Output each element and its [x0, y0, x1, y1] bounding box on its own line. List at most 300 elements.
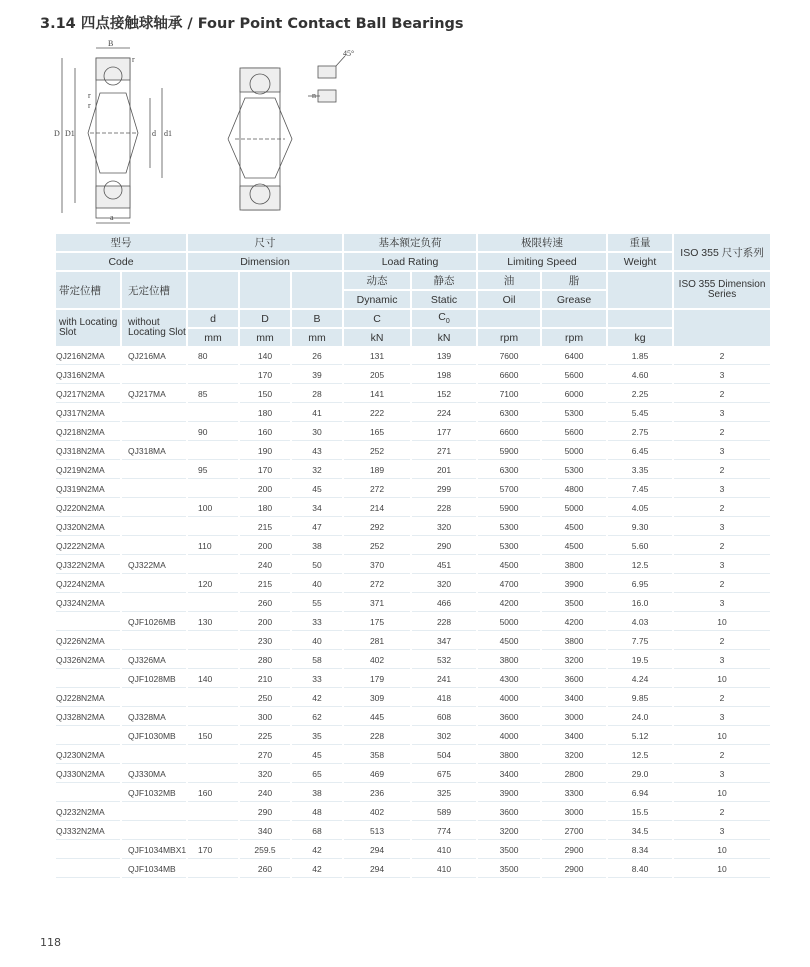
bore-d-cell	[188, 652, 238, 669]
dynamic-C-cell: 309	[344, 690, 410, 707]
table-row	[56, 367, 770, 384]
outer-D-cell: 320	[240, 766, 290, 783]
without-slot-code-cell	[122, 424, 186, 441]
width-B-cell: 58	[292, 652, 342, 669]
table-row	[56, 386, 770, 403]
bore-d-cell	[188, 443, 238, 460]
width-B-cell: 34	[292, 500, 342, 517]
sym-B-header: B	[292, 310, 342, 327]
without-slot-code-cell: QJ326MA	[122, 652, 186, 669]
table-row	[56, 462, 770, 479]
code-en-header: Code	[56, 253, 186, 270]
label-D1: D1	[65, 129, 75, 138]
static-C0-cell: 774	[412, 823, 476, 840]
bore-d-cell: 85	[188, 386, 238, 403]
outer-D-cell: 200	[240, 481, 290, 498]
without-slot-code-cell	[122, 405, 186, 422]
dynamic-C-cell: 141	[344, 386, 410, 403]
dimension-zh-header: 尺寸	[188, 234, 342, 251]
bore-d-cell	[188, 481, 238, 498]
table-row	[56, 405, 770, 422]
with-slot-code-cell: QJ216N2MA	[56, 348, 120, 365]
static-C0-cell: 198	[412, 367, 476, 384]
page-title: 3.14 四点接触球轴承 / Four Point Contact Ball Bearings	[40, 16, 464, 32]
without-slot-code-cell	[122, 595, 186, 612]
without-slot-code-cell	[122, 519, 186, 536]
outer-D-cell: 270	[240, 747, 290, 764]
sym-C0-header	[412, 310, 476, 327]
iso-zh-header: ISO 355 尺寸系列	[674, 234, 770, 270]
outer-D-cell: 170	[240, 367, 290, 384]
static-C0-cell: 418	[412, 690, 476, 707]
without-slot-code-cell: QJF1034MB	[122, 861, 186, 878]
without-slot-code-cell	[122, 690, 186, 707]
dynamic-C-cell: 294	[344, 861, 410, 878]
weight-zh-header: 重量	[608, 234, 672, 251]
weight-cell: 9.30	[608, 519, 672, 536]
load-zh-header: 基本额定负荷	[344, 234, 476, 251]
iso-series-cell: 2	[674, 633, 770, 650]
static-C0-cell: 290	[412, 538, 476, 555]
static-C0-cell: 139	[412, 348, 476, 365]
outer-D-cell: 190	[240, 443, 290, 460]
outer-D-cell: 160	[240, 424, 290, 441]
table-row	[56, 557, 770, 574]
speed-grease-cell: 2900	[542, 861, 606, 878]
weight-cell: 29.0	[608, 766, 672, 783]
iso-series-cell: 2	[674, 804, 770, 821]
blank-D-header	[240, 272, 290, 308]
outer-D-cell: 230	[240, 633, 290, 650]
dynamic-C-cell: 402	[344, 804, 410, 821]
table-row	[56, 500, 770, 517]
speed-oil-cell: 4300	[478, 671, 540, 688]
without-slot-code-cell	[122, 823, 186, 840]
static-zh-header: 静态	[412, 272, 476, 289]
label-r3: r	[88, 101, 91, 110]
width-B-cell: 38	[292, 538, 342, 555]
outer-D-cell: 200	[240, 614, 290, 631]
speed-grease-cell: 4500	[542, 519, 606, 536]
bore-d-cell	[188, 804, 238, 821]
table-row	[56, 690, 770, 707]
table-row	[56, 348, 770, 365]
bore-d-cell: 160	[188, 785, 238, 802]
width-B-cell: 32	[292, 462, 342, 479]
table-row	[56, 424, 770, 441]
speed-oil-cell: 4700	[478, 576, 540, 593]
speed-grease-cell: 3600	[542, 671, 606, 688]
dynamic-C-cell: 131	[344, 348, 410, 365]
speed-oil-cell: 6600	[478, 367, 540, 384]
page-number: 118	[40, 936, 61, 949]
dynamic-C-cell: 214	[344, 500, 410, 517]
speed-grease-cell: 2800	[542, 766, 606, 783]
bore-d-cell	[188, 633, 238, 650]
static-C0-cell: 228	[412, 614, 476, 631]
bore-d-cell	[188, 595, 238, 612]
unit-rpm-oil: rpm	[478, 329, 540, 346]
bore-d-cell	[188, 766, 238, 783]
width-B-cell: 68	[292, 823, 342, 840]
speed-grease-cell: 3800	[542, 633, 606, 650]
outer-D-cell: 180	[240, 405, 290, 422]
with-slot-code-cell	[56, 728, 120, 745]
iso-series-cell: 2	[674, 576, 770, 593]
static-en-header: Static	[412, 291, 476, 308]
dynamic-C-cell: 236	[344, 785, 410, 802]
iso-series-cell: 2	[674, 348, 770, 365]
table-row	[56, 785, 770, 802]
bore-d-cell	[188, 367, 238, 384]
weight-cell: 6.45	[608, 443, 672, 460]
blank-d-header	[188, 272, 238, 308]
speed-zh-header: 极限转速	[478, 234, 606, 251]
width-B-cell: 33	[292, 614, 342, 631]
static-C0-cell: 152	[412, 386, 476, 403]
with-slot-code-cell: QJ320N2MA	[56, 519, 120, 536]
without-slot-code-cell	[122, 804, 186, 821]
weight-cell: 5.12	[608, 728, 672, 745]
width-B-cell: 40	[292, 576, 342, 593]
outer-D-cell: 280	[240, 652, 290, 669]
bore-d-cell: 130	[188, 614, 238, 631]
without-slot-code-cell: QJF1032MB	[122, 785, 186, 802]
width-B-cell: 42	[292, 842, 342, 859]
blank-grease-sym-header	[542, 310, 606, 327]
code-zh-header: 型号	[56, 234, 186, 251]
weight-cell: 8.40	[608, 861, 672, 878]
outer-D-cell: 259.5	[240, 842, 290, 859]
table-row	[56, 595, 770, 612]
outer-D-cell: 240	[240, 785, 290, 802]
sym-D-header: D	[240, 310, 290, 327]
weight-cell: 3.35	[608, 462, 672, 479]
bore-d-cell: 140	[188, 671, 238, 688]
speed-oil-cell: 5300	[478, 538, 540, 555]
dynamic-C-cell: 371	[344, 595, 410, 612]
speed-oil-cell: 4500	[478, 633, 540, 650]
with-slot-code-cell: QJ328N2MA	[56, 709, 120, 726]
label-a: a	[110, 213, 114, 222]
blank-iso-unit-header	[674, 310, 770, 346]
without-slot-code-cell: QJ216MA	[122, 348, 186, 365]
bore-d-cell	[188, 405, 238, 422]
width-B-cell: 55	[292, 595, 342, 612]
speed-oil-cell: 5000	[478, 614, 540, 631]
with-slot-code-cell: QJ332N2MA	[56, 823, 120, 840]
without-slot-code-cell: QJ217MA	[122, 386, 186, 403]
bore-d-cell	[188, 519, 238, 536]
with-slot-code-cell	[56, 614, 120, 631]
static-C0-cell: 302	[412, 728, 476, 745]
iso-series-cell: 10	[674, 671, 770, 688]
with-slot-code-cell	[56, 785, 120, 802]
width-B-cell: 28	[292, 386, 342, 403]
grease-zh-header: 脂	[542, 272, 606, 289]
weight-cell: 6.95	[608, 576, 672, 593]
static-C0-cell: 228	[412, 500, 476, 517]
table-row	[56, 519, 770, 536]
width-B-cell: 40	[292, 633, 342, 650]
outer-D-cell: 340	[240, 823, 290, 840]
with-slot-code-cell: QJ219N2MA	[56, 462, 120, 479]
unit-kg: kg	[608, 329, 672, 346]
weight-cell: 2.75	[608, 424, 672, 441]
table-row	[56, 443, 770, 460]
with-slot-code-cell: QJ226N2MA	[56, 633, 120, 650]
without-slot-code-cell	[122, 538, 186, 555]
speed-grease-cell: 3200	[542, 652, 606, 669]
without-slot-code-cell: QJ328MA	[122, 709, 186, 726]
with-slot-code-cell: QJ324N2MA	[56, 595, 120, 612]
table-row	[56, 652, 770, 669]
speed-grease-cell: 5600	[542, 367, 606, 384]
dynamic-C-cell: 445	[344, 709, 410, 726]
dynamic-C-cell: 402	[344, 652, 410, 669]
speed-oil-cell: 4200	[478, 595, 540, 612]
speed-grease-cell: 3500	[542, 595, 606, 612]
blank-B-header	[292, 272, 342, 308]
dynamic-C-cell: 513	[344, 823, 410, 840]
bore-d-cell: 100	[188, 500, 238, 517]
bore-d-cell: 150	[188, 728, 238, 745]
without-slot-code-cell: QJ322MA	[122, 557, 186, 574]
speed-oil-cell: 6300	[478, 462, 540, 479]
dynamic-C-cell: 252	[344, 538, 410, 555]
label-r1: r	[132, 55, 135, 64]
dynamic-C-cell: 370	[344, 557, 410, 574]
iso-series-cell: 3	[674, 557, 770, 574]
iso-series-cell: 3	[674, 405, 770, 422]
speed-oil-cell: 5700	[478, 481, 540, 498]
with-slot-code-cell	[56, 842, 120, 859]
label-angle: 45°	[343, 49, 355, 58]
iso-series-cell: 2	[674, 424, 770, 441]
static-C0-cell: 241	[412, 671, 476, 688]
speed-oil-cell: 7600	[478, 348, 540, 365]
bore-d-cell	[188, 709, 238, 726]
weight-cell: 8.34	[608, 842, 672, 859]
speed-grease-cell: 3400	[542, 690, 606, 707]
table-row	[56, 671, 770, 688]
dynamic-C-cell: 469	[344, 766, 410, 783]
width-B-cell: 48	[292, 804, 342, 821]
speed-oil-cell: 3200	[478, 823, 540, 840]
bore-d-cell: 120	[188, 576, 238, 593]
width-B-cell: 30	[292, 424, 342, 441]
width-B-cell: 26	[292, 348, 342, 365]
with-slot-code-cell: QJ220N2MA	[56, 500, 120, 517]
with-slot-code-cell: QJ224N2MA	[56, 576, 120, 593]
width-B-cell: 38	[292, 785, 342, 802]
bearing-spec-table	[54, 232, 772, 880]
without-slot-zh-header: 无定位槽	[122, 272, 186, 308]
speed-oil-cell: 4000	[478, 690, 540, 707]
static-C0-cell: 675	[412, 766, 476, 783]
oil-zh-header: 油	[478, 272, 540, 289]
speed-oil-cell: 5900	[478, 443, 540, 460]
speed-grease-cell: 4200	[542, 614, 606, 631]
dynamic-zh-header: 动态	[344, 272, 410, 289]
with-slot-code-cell: QJ218N2MA	[56, 424, 120, 441]
speed-oil-cell: 4500	[478, 557, 540, 574]
width-B-cell: 45	[292, 747, 342, 764]
weight-cell: 9.85	[608, 690, 672, 707]
iso-series-cell: 3	[674, 367, 770, 384]
weight-cell: 19.5	[608, 652, 672, 669]
static-C0-cell: 589	[412, 804, 476, 821]
outer-D-cell: 180	[240, 500, 290, 517]
with-slot-code-cell: QJ322N2MA	[56, 557, 120, 574]
label-d: d	[152, 129, 156, 138]
speed-en-header: Limiting Speed	[478, 253, 606, 270]
outer-D-cell: 240	[240, 557, 290, 574]
without-slot-code-cell	[122, 367, 186, 384]
label-d1: d1	[164, 129, 172, 138]
static-C0-cell: 299	[412, 481, 476, 498]
grease-en-header: Grease	[542, 291, 606, 308]
iso-series-cell: 3	[674, 709, 770, 726]
iso-series-cell: 10	[674, 785, 770, 802]
outer-D-cell: 300	[240, 709, 290, 726]
table-row	[56, 728, 770, 745]
width-B-cell: 35	[292, 728, 342, 745]
static-C0-cell: 325	[412, 785, 476, 802]
with-slot-code-cell: QJ330N2MA	[56, 766, 120, 783]
speed-oil-cell: 5900	[478, 500, 540, 517]
without-slot-code-cell	[122, 500, 186, 517]
iso-series-cell: 2	[674, 747, 770, 764]
iso-series-cell: 3	[674, 595, 770, 612]
table-row	[56, 614, 770, 631]
speed-grease-cell: 3200	[542, 747, 606, 764]
with-slot-code-cell: QJ326N2MA	[56, 652, 120, 669]
dynamic-C-cell: 294	[344, 842, 410, 859]
speed-grease-cell: 5600	[542, 424, 606, 441]
dynamic-C-cell: 189	[344, 462, 410, 479]
dynamic-C-cell: 358	[344, 747, 410, 764]
sym-C0-main: C	[438, 311, 446, 324]
table-row	[56, 766, 770, 783]
with-slot-code-cell: QJ222N2MA	[56, 538, 120, 555]
with-slot-code-cell	[56, 671, 120, 688]
speed-grease-cell: 6000	[542, 386, 606, 403]
without-slot-en-header: without Locating Slot	[122, 310, 186, 346]
without-slot-code-cell	[122, 633, 186, 650]
with-slot-code-cell: QJ318N2MA	[56, 443, 120, 460]
sym-C0-sub: 0	[445, 318, 450, 326]
with-slot-en-header: with Locating Slot	[56, 310, 120, 346]
width-B-cell: 41	[292, 405, 342, 422]
width-B-cell: 42	[292, 690, 342, 707]
weight-cell: 12.5	[608, 557, 672, 574]
static-C0-cell: 532	[412, 652, 476, 669]
static-C0-cell: 504	[412, 747, 476, 764]
static-C0-cell: 451	[412, 557, 476, 574]
weight-cell: 7.45	[608, 481, 672, 498]
iso-series-cell: 3	[674, 766, 770, 783]
table-row	[56, 842, 770, 859]
static-C0-cell: 410	[412, 861, 476, 878]
width-B-cell: 45	[292, 481, 342, 498]
outer-D-cell: 250	[240, 690, 290, 707]
with-slot-code-cell: QJ230N2MA	[56, 747, 120, 764]
iso-series-cell: 10	[674, 614, 770, 631]
static-C0-cell: 410	[412, 842, 476, 859]
speed-oil-cell: 3800	[478, 747, 540, 764]
label-r2: r	[88, 91, 91, 100]
with-slot-code-cell: QJ228N2MA	[56, 690, 120, 707]
speed-oil-cell: 6600	[478, 424, 540, 441]
table-row	[56, 823, 770, 840]
speed-grease-cell: 3800	[542, 557, 606, 574]
dynamic-C-cell: 272	[344, 481, 410, 498]
table-row	[56, 576, 770, 593]
dynamic-C-cell: 205	[344, 367, 410, 384]
width-B-cell: 39	[292, 367, 342, 384]
speed-oil-cell: 6300	[478, 405, 540, 422]
dynamic-C-cell: 175	[344, 614, 410, 631]
static-C0-cell: 320	[412, 576, 476, 593]
unit-kn-C: kN	[344, 329, 410, 346]
weight-cell: 4.03	[608, 614, 672, 631]
dynamic-C-cell: 252	[344, 443, 410, 460]
dynamic-C-cell: 179	[344, 671, 410, 688]
static-C0-cell: 347	[412, 633, 476, 650]
static-C0-cell: 466	[412, 595, 476, 612]
bore-d-cell	[188, 557, 238, 574]
unit-rpm-grease: rpm	[542, 329, 606, 346]
table-row	[56, 709, 770, 726]
outer-D-cell: 150	[240, 386, 290, 403]
iso-series-cell: 3	[674, 443, 770, 460]
outer-D-cell: 200	[240, 538, 290, 555]
oil-en-header: Oil	[478, 291, 540, 308]
speed-grease-cell: 2700	[542, 823, 606, 840]
speed-oil-cell: 3600	[478, 709, 540, 726]
without-slot-code-cell: QJ318MA	[122, 443, 186, 460]
speed-grease-cell: 3300	[542, 785, 606, 802]
dynamic-C-cell: 165	[344, 424, 410, 441]
without-slot-code-cell	[122, 481, 186, 498]
table-row	[56, 633, 770, 650]
outer-D-cell: 290	[240, 804, 290, 821]
unit-mm-D: mm	[240, 329, 290, 346]
without-slot-code-cell: QJF1026MB	[122, 614, 186, 631]
static-C0-cell: 224	[412, 405, 476, 422]
static-C0-cell: 201	[412, 462, 476, 479]
speed-grease-cell: 2900	[542, 842, 606, 859]
dynamic-C-cell: 228	[344, 728, 410, 745]
weight-cell: 5.60	[608, 538, 672, 555]
width-B-cell: 65	[292, 766, 342, 783]
weight-cell: 1.85	[608, 348, 672, 365]
bore-d-cell: 110	[188, 538, 238, 555]
outer-D-cell: 260	[240, 595, 290, 612]
iso-series-cell: 10	[674, 842, 770, 859]
with-slot-code-cell: QJ319N2MA	[56, 481, 120, 498]
table-row	[56, 861, 770, 878]
speed-oil-cell: 4000	[478, 728, 540, 745]
static-C0-cell: 608	[412, 709, 476, 726]
iso-series-cell: 10	[674, 861, 770, 878]
weight-cell: 4.05	[608, 500, 672, 517]
bore-d-cell: 95	[188, 462, 238, 479]
static-C0-cell: 271	[412, 443, 476, 460]
without-slot-code-cell: QJF1030MB	[122, 728, 186, 745]
weight-cell: 2.25	[608, 386, 672, 403]
